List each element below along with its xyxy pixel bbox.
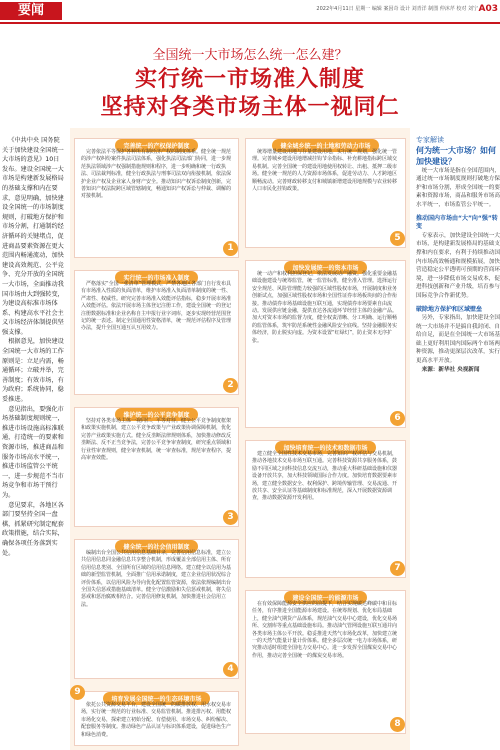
card-social-credit: [74, 539, 239, 679]
card-title: 实行统一的市场准入制度: [115, 271, 197, 284]
card-text: 在有效保障能源安全供应的前提下，结合实现碳达峰碳中和目标任务，有序推进全国能源市场建设。在统筹规划、优化布局基础上，健全油气期货产品体系，规范油气交易中心建设，优化交易场所、交割库等重点基础设施布局。推动油气管网设施互联互通并向各类市场主体公平开放。稳妥推进天然气市场化改革，加快建立统一的天然气能量计量计价体系。健全多层次统一电力市场体系，研究推动适时组建全国电力交易中心。进一步发挥全国煤炭交易中心作用，推动完善全国统一的煤炭交易市场。: [252, 601, 398, 659]
page-header: [0, 0, 500, 22]
card-text: 依托公共资源交易平台，建设全国统一的碳排放权、用水权交易市场，实行统一规范的行业标准、交易监管机制。推进排污权、用能权市场化交易，探索建立初始分配、有偿使用、市场交易、纠纷解决、配套服务等制度。推动绿色产品认证与标识体系建设，促进绿色生产和绿色消费。: [81, 702, 232, 738]
card-title: 完善统一的产权保护制度: [115, 139, 197, 152]
card-title: 培育发展全国统一的生态环境市场: [103, 692, 209, 705]
card-land-labor-market: [245, 138, 406, 248]
card-text: 编制出台全国公共信用信息基础目录，完善信用信息标准，建立公共信用信息同金融信息共享整合机制，形成覆盖全部信用主体、所有信用信息类别、全国所有区域的信用信息网络。建立健全以信用为基础的新型监管机制，全面推广信用承诺制度，建立企业信用状况综合评价体系，以信用风险为导向优化配置监管资源，依法依规编制出台全国失信惩戒措施基础清单。健全守信激励和失信惩戒机制，将失信惩戒和惩治腐败相结合。完善信用修复机制，加快推进社会信用立法。: [81, 550, 232, 608]
left-column-article: [2, 136, 64, 748]
card-number: 4: [223, 662, 238, 677]
card-energy-market: [245, 590, 406, 734]
card-text: 建立健全全国性技术交易市场，完善知识产权评估与交易机制，推动各地技术交易市场互联互通。完善科技资源共享服务体系，鼓励不同区域之间科技信息交流互动，推动重大科研基础设施和仪器设备开放共享，加大科技领域国际合作力度。加快培育数据要素市场，建立健全数据安全、权利保护、跨境传输管理、交易流通、开放共享、安全认证等基础制度和标准规范，深入开展数据资源调查，推动数据资源开发利用。: [252, 451, 398, 502]
card-title: 健全城乡统一的土地和劳动力市场: [272, 139, 378, 152]
header-rule: [0, 22, 500, 24]
right-column-expert: [416, 136, 500, 374]
card-property-rights: [74, 138, 239, 258]
card-title: 维护统一的公平竞争制度: [115, 408, 197, 421]
article-paragraph: 《中共中央 国务院关于加快建设全国统一大市场的意见》10日发布。建设全国统一大市场是构建新发展格局的基础支撑和内在要求，意见明确，加快建设全国统一的市场制度规则，打破地方保护和市场分割，打通制约经济循环的关键堵点，促进商品要素资源在更大范围内畅通流动，加快建设高效规范、公平竞争、充分开放的全国统一大市场，全面推动我国市场由大到强转变，为建设高标准市场体系、构建高水平社会主义市场经济体制提供坚强支撑。: [2, 137, 64, 336]
card-market-access: [74, 270, 239, 395]
card-title: 加快培育统一的技术和数据市场: [275, 441, 375, 454]
card-number: 1: [223, 241, 238, 256]
article-paragraph: 意见指出，要强化市场基础制度规则统一，推进市场设施高标准联通，打造统一的要素和资源市场，推进商品和服务市场高水平统一，推进市场监管公平统一，进一步规范不当市场竞争和市场干预行为。: [2, 405, 64, 499]
source-credit: 来源：新华社 央视新闻: [421, 366, 480, 373]
card-number: 8: [390, 717, 405, 732]
card-number: 7: [390, 561, 405, 576]
section-tag: 要闻: [0, 2, 62, 20]
card-number: 6: [390, 411, 405, 426]
card-capital-market: [245, 260, 406, 428]
article-paragraph: 根据意见，加快建设全国统一大市场的工作原则是：立足内需，畅通循环；立破并举，完善制度；有效市场，有为政府；系统协同，稳妥推进。: [2, 338, 64, 404]
card-title: 建设全国统一的能源市场: [284, 591, 366, 604]
page-meta: 2022年4月11日 星期一 编辑 案因奇 设计 刘青洋 制图 仲沐芹 校对 刘宁: [316, 6, 478, 12]
article-paragraph: 意见要求，各地区各部门要坚持全国一盘棋，抓紧研究制定配套政策措施，结合实际，确保各项任务落到实处。: [2, 501, 64, 557]
headline-line-1: 实行统一市场准入制度: [134, 66, 365, 92]
expert-question: 何为统一大市场？如何加快建设？: [416, 145, 496, 166]
card-tech-data-market: [245, 440, 406, 578]
expert-subheading: 破除地方保护和区域壁垒: [416, 305, 483, 313]
feature-panel: [70, 128, 410, 750]
expert-paragraph: 另外，专家指出，加快建设全国统一大市场并不是搞自我封闭、自给自足，而是在全国统一大市场基础上更好利用国内国际两个市场两种资源，推动更深层次改革，实行更高水平开放。: [416, 315, 500, 365]
card-title: 加快发展统一的资本市场: [284, 261, 366, 274]
card-number: 9: [70, 685, 85, 700]
card-title: 健全统一的社会信用制度: [115, 540, 197, 553]
expert-intro: 统一大市场是指在全国范围内，通过统一市场制度规则打破地方保护和市场分割，形成全国统一的要素和资源市场，商品和服务市场高水平统一，市场监管公平统一。: [416, 167, 500, 208]
card-fair-competition: [74, 407, 239, 527]
expert-paragraph: 专家表示，加快建设全国统一大市场，是构建新发展格局的基础支撑和内在要求，有利于持续推动国内市场高效畅通和规模拓展，加快营造稳定公平透明可预期的营商环境，进一步降低市场交易成本，促进科技创新和产业升级，培育参与国际竞争合作新优势。: [416, 232, 500, 299]
card-text: 统筹增量建设用地与存量建设用地，实行统一规划，强化统一管理。完善城乡建设用地增减挂钩节余指标、补充耕地指标跨区域交易机制。完善全国统一的建设用地使用权转让、出租、抵押二级市场。健全统一规范的人力资源市场体系，促进劳动力、人才跨地区顺畅流动。完善财政转移支付和城镇新增建设用地规模与农业转移人口市民化挂钩政策。: [252, 149, 398, 193]
expert-subheading: 推动国内市场由“大”向“强”转变: [416, 214, 498, 231]
card-number: 5: [390, 231, 405, 246]
card-number: 3: [223, 510, 238, 525]
card-text: 坚持对各类市场主体一视同仁、平等对待。健全公平竞争制度框架和政策实施机制，建立公平竞争政策与产业政策协调保障机制，优化完善产业政策实施方式。健全反垄断法律规则体系，加快推动修改反垄断法、反不正当竞争法，完善公平竞争审查制度，研究重点领域和行业性审查规则，健全审查机制，统一审查标准，规范审查程序，提高审查效能。: [81, 418, 232, 462]
card-text: 严格落实“全国一张清单”管理模式，严禁各地区各部门自行发布具有市场准入性质的负面清单，维护市场准入负面清单制度的统一性、严肃性、权威性。研究完善市场准入效能评估指标，稳步开展市场准入效能评估。依法开展市场主体登记注册工作，建设全国统一的登记注册数据标准和企业名称自主申报行业字词库，逐步实现经营范围登记的统一表述。制定全国通用性资格清单，统一规范评估程序及管理办法，提升全国互通互认互用效力。: [81, 281, 232, 332]
card-number: 2: [223, 378, 238, 393]
card-text: 统一动产和权利担保登记，依法发展动产融资。强化重要金融基础设施建设与统筹监管，统一监管标准，健全准入管理。选择运行安全规范、风险管理能力较强的区域性股权市场，开展制度和业务创新试点，加强区域性股权市场和全国性证券市场板块间的合作衔接。推动债券市场基础设施互联互通，实现债券市场要素自由流动。发展供应链金融，提供直达各流通环节经营主体的金融产品。加大对资本市场的监督力度，健全权责清晰、分工明确、运行顺畅的监管体系，筑牢防范系统性金融风险安全底线。坚持金融服务实体经济，防止脱实向虚。为资本设置“红绿灯”，防止资本无序扩张。: [252, 271, 398, 344]
card-text: 完善依法平等保护各种所有制经济产权的制度体系。健全统一规范的涉产权纠纷案件执法司法体系，强化执法司法部门协同，进一步规范执法领域涉产权强制措施规则和程序，进一步明确和统一行政执法、司法裁判标准，健全行政执法与刑事司法双向衔接机制，依法保护企业产权及企业家人身财产安全。推动知识产权诉讼制度创新，完善知识产权法院跨区域管辖制度，畅通知识产权诉讼与仲裁、调解的对接机制。: [81, 149, 232, 200]
headline-line-2: 坚持对各类市场主体一视同仁: [100, 94, 400, 120]
card-eco-environment-market: [74, 687, 239, 746]
expert-label: 专家解读: [416, 136, 444, 144]
page-number: A03: [478, 4, 498, 14]
headline-kicker: 全国统一大市场怎么统一怎么建？: [152, 48, 348, 63]
